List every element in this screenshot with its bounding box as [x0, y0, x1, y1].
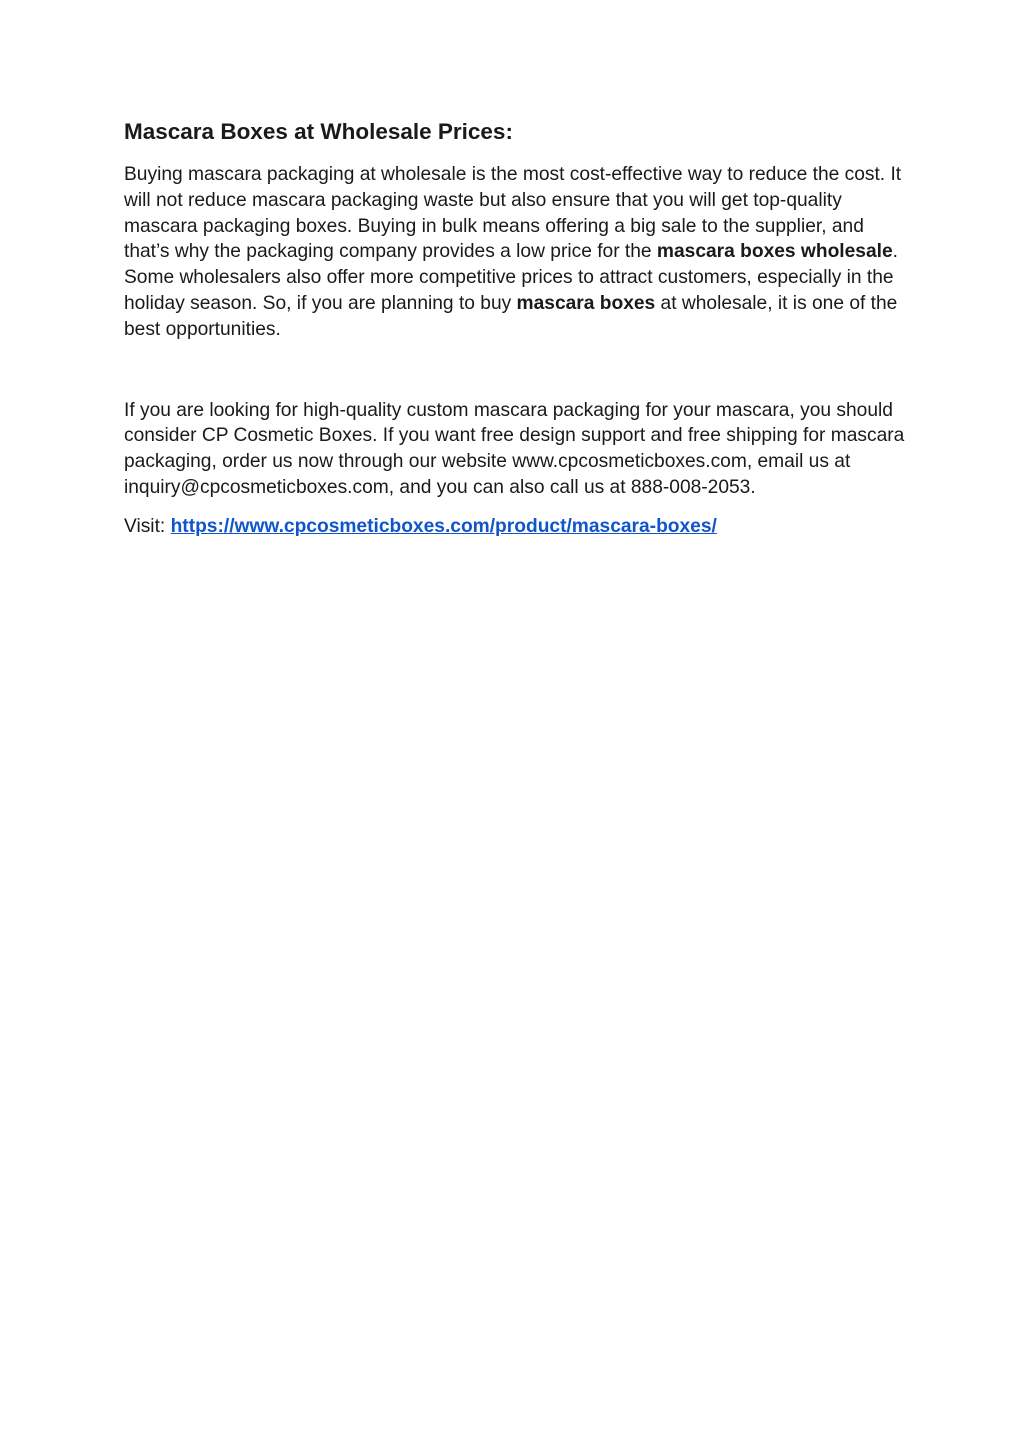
- bold-phrase-mascara-boxes: mascara boxes: [516, 292, 656, 314]
- bold-phrase-mascara-boxes-wholesale: mascara boxes wholesale: [656, 241, 893, 263]
- paragraph-wholesale: [124, 162, 914, 343]
- section-heading: Mascara Boxes at Wholesale Prices:: [124, 119, 513, 144]
- paragraph-contact: If you are looking for high-quality custom mascara packaging for your mascara, you should consider CP Cosmetic Boxes. If you want free design support and free shipping for mascara packaging, order us now through our website www.cpcosmeticboxes.com, email us at inquiry@cpcosmeticboxes.com, and you can also call us at 888-008-2053.: [124, 399, 905, 498]
- paragraph-text: . Some wholesalers also offer more competitive prices to attract customers, especially in the holiday season. So, if you are planning to buy: [124, 241, 898, 314]
- visit-label: Visit:: [124, 515, 171, 537]
- product-link[interactable]: https://www.cpcosmeticboxes.com/product/mascara-boxes/: [170, 515, 717, 537]
- paragraph-text: at wholesale, it is one of the best opportunities.: [124, 292, 898, 340]
- paragraph-text: Buying mascara packaging at wholesale is the most cost-effective way to reduce the cost. It will not reduce mascara packaging waste but also ensure that you will get top-quality mascara packaging boxes. Buying in bulk means offering a big sale to the supplier, and that’s why the packaging company provides a low price for the: [124, 164, 902, 263]
- visit-line: [124, 514, 914, 540]
- document-page: [124, 118, 914, 540]
